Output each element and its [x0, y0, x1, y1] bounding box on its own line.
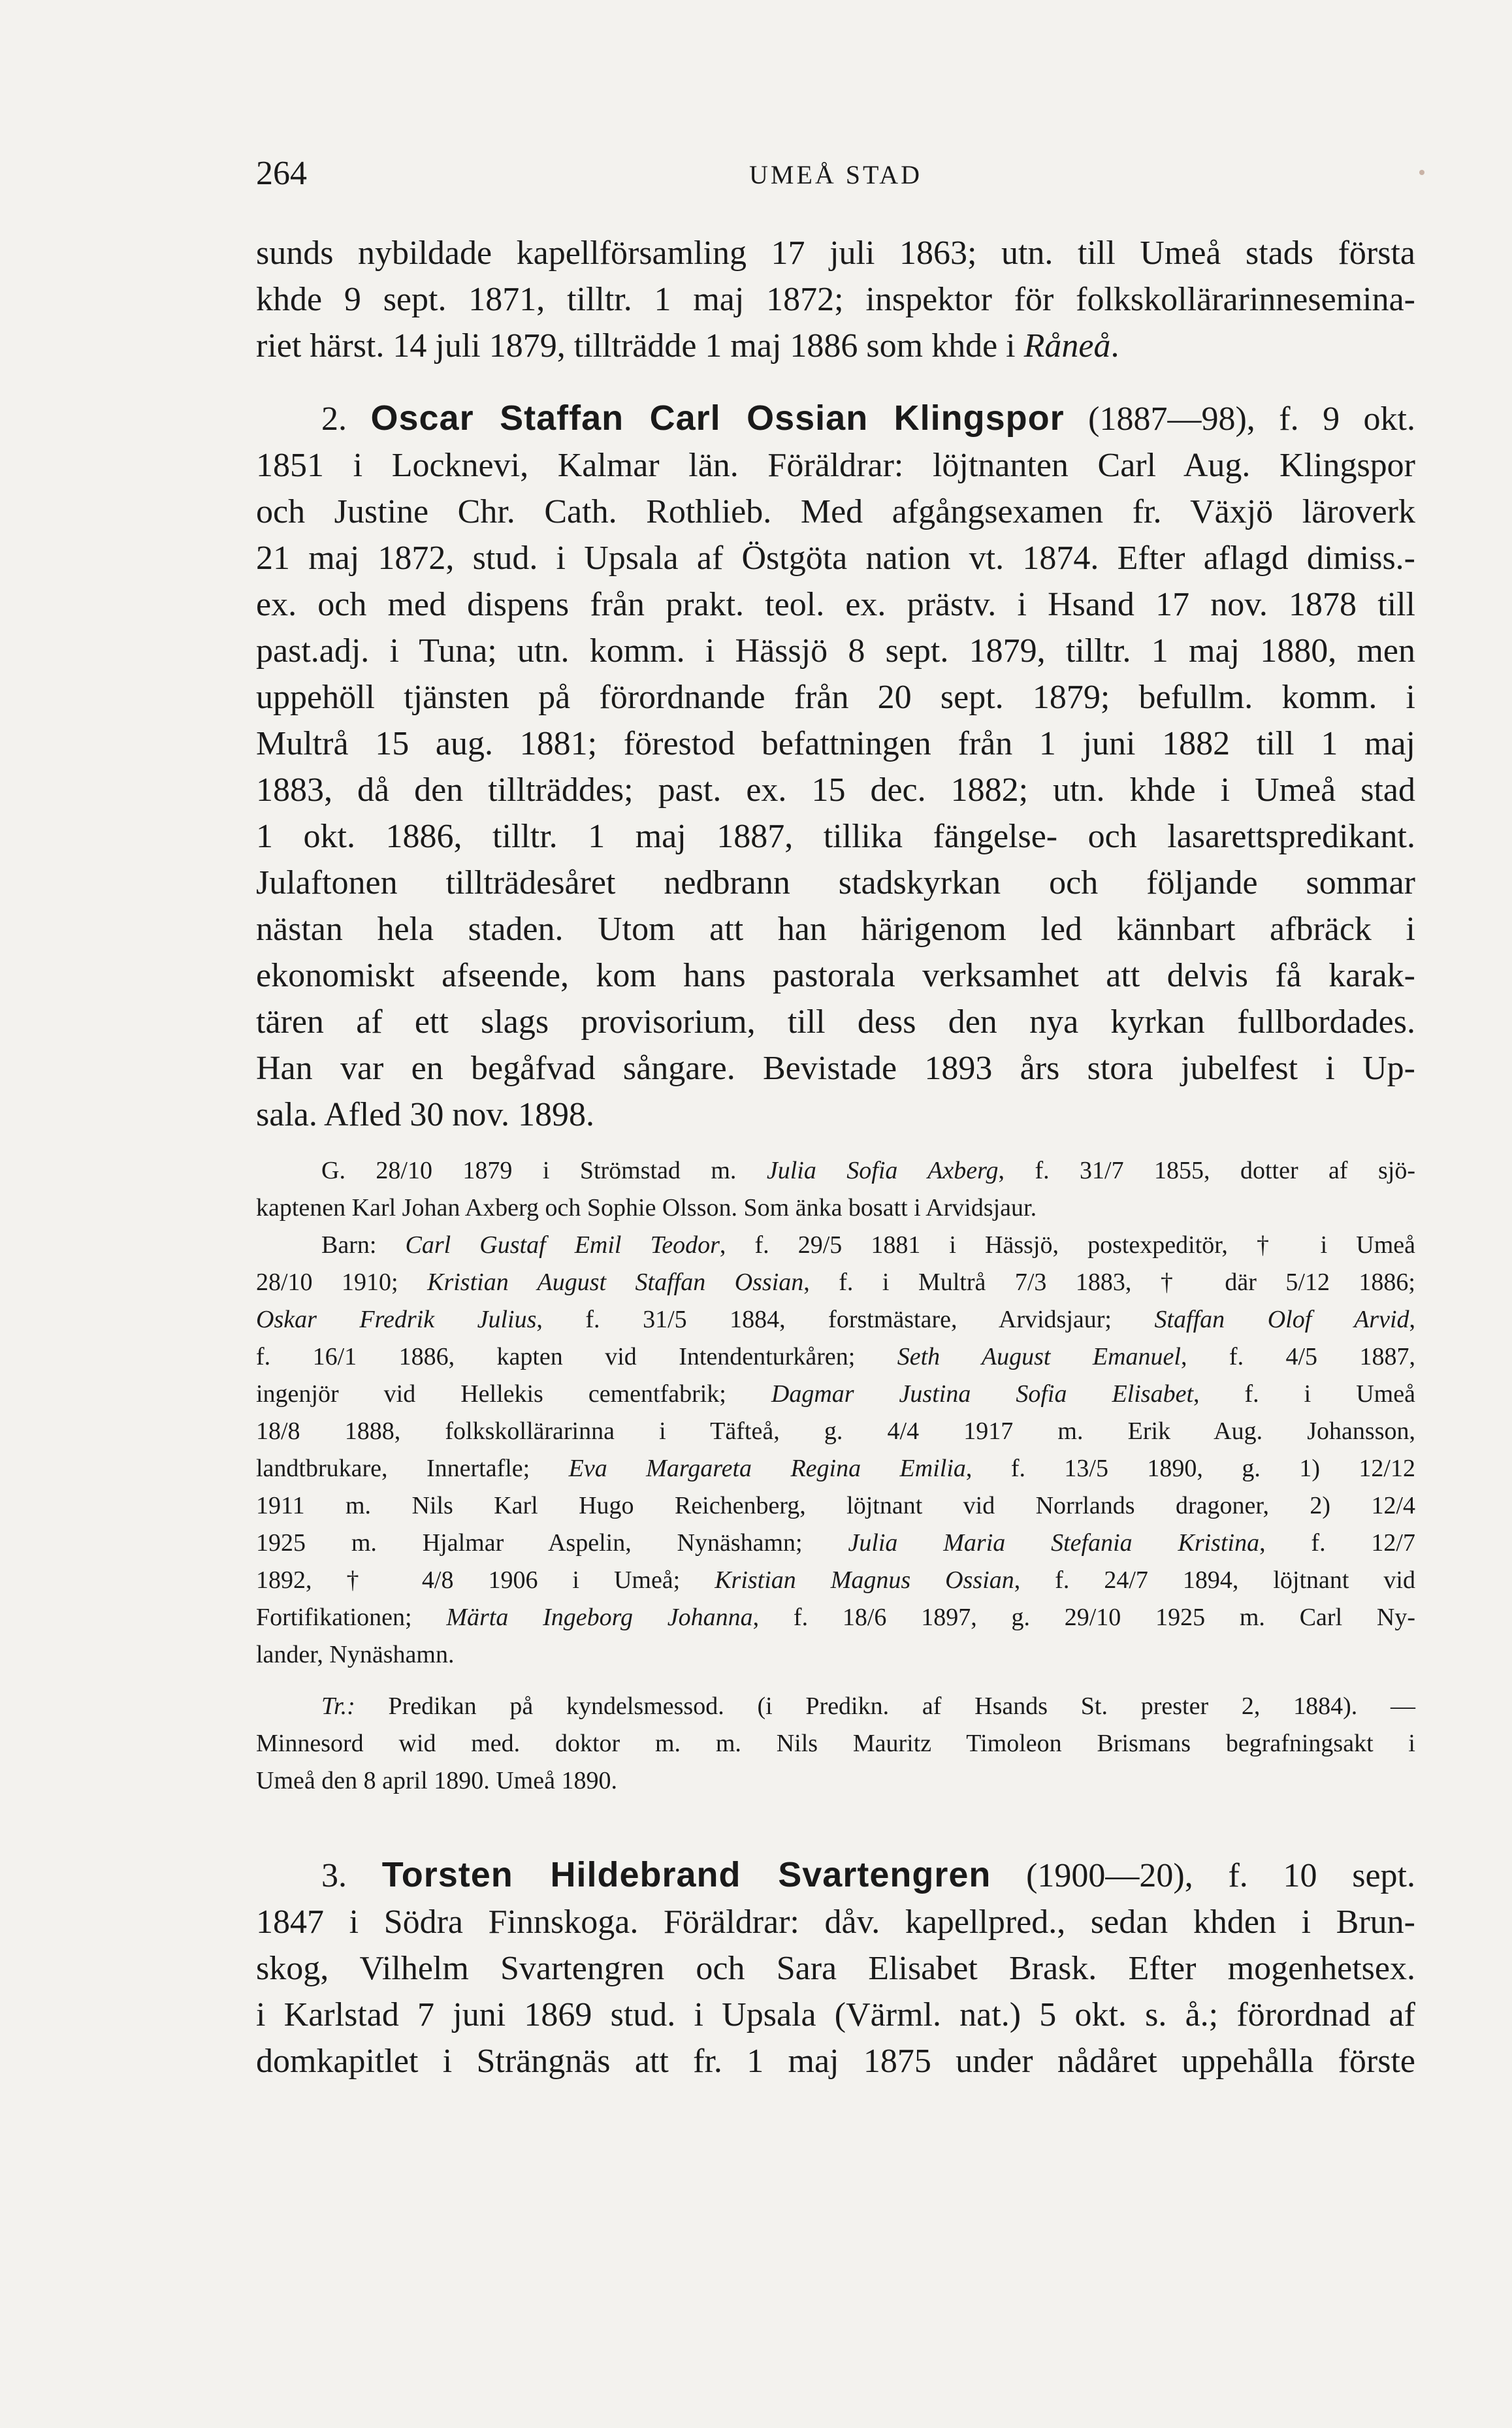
text-span: , f. 29/5 1881 i Hässjö, postexpeditör, † i Umeå — [719, 1231, 1416, 1259]
page-header — [256, 154, 1415, 200]
entry-heading-line — [256, 1852, 1415, 1899]
text-line: ekonomiskt afseende, kom hans pastorala verksamhet att delvis få karak- — [256, 957, 1415, 994]
works-line — [256, 1688, 1415, 1725]
children-line: 1911 m. Nils Karl Hugo Reichenberg, löjtnant vid Norrlands dragoner, 2) 12/4 — [256, 1492, 1415, 1519]
speck-mark — [1419, 170, 1424, 175]
children-line: Oskar Fredrik Julius, f. 31/5 1884, forstmästare, Arvidsjaur; Staffan Olof Arvid, — [256, 1306, 1416, 1333]
text-span: Barn: — [321, 1231, 406, 1259]
text-line: Multrå 15 aug. 1881; förestod befattningen från 1 juni 1882 till 1 maj — [256, 725, 1415, 762]
text-span: Fortifikationen; — [256, 1604, 447, 1631]
person-name: Märta Ingeborg Johanna — [446, 1604, 753, 1631]
person-name: Kristian Magnus Ossian — [715, 1566, 1014, 1594]
text-span: (1900—20), f. 10 sept. — [1026, 1857, 1416, 1894]
text-line: domkapitlet i Strängnäs att fr. 1 maj 1875 under nådåret uppehålla förste — [256, 2043, 1415, 2080]
entry-3 — [256, 1852, 1415, 2084]
text-line: 1847 i Södra Finnskoga. Föräldrar: dåv. kapellpred., sedan khden i Brun- — [256, 1903, 1415, 1941]
text-line: Han var en begåfvad sångare. Bevistade 1893 års stora jubelfest i Up- — [256, 1050, 1415, 1087]
text-line: skog, Vilhelm Svartengren och Sara Elisabet Brask. Efter mogenhetsex. — [256, 1950, 1415, 1987]
text-span: Predikan på kyndelsmessod. (i Predikn. af Hsands St. prester 2, 1884). — — [355, 1692, 1415, 1720]
text-span: , f. 31/5 1884, forstmästare, Arvidsjaur; — [536, 1306, 1155, 1333]
children-line: 18/8 1888, folkskollärarinna i Täfteå, g. 4/4 1917 m. Erik Aug. Johansson, — [256, 1417, 1415, 1445]
marriage-line: kaptenen Karl Johan Axberg och Sophie Olsson. Som änka bosatt i Arvidsjaur. — [256, 1194, 1037, 1222]
person-name: Dagmar Justina Sofia Elisabet — [771, 1380, 1193, 1408]
person-name: Kristian August Staffan Ossian — [427, 1269, 804, 1296]
works-line: Umeå den 8 april 1890. Umeå 1890. — [256, 1767, 617, 1794]
person-name: Staffan Olof Arvid — [1154, 1306, 1409, 1333]
children-line — [256, 1525, 1415, 1562]
text-span: ingenjör vid Hellekis cementfabrik; — [256, 1380, 771, 1408]
text-span: 28/10 1910; — [256, 1269, 428, 1296]
person-name: Torsten Hildebrand Svartengren — [381, 1855, 991, 1894]
text-line: i Karlstad 7 juni 1869 stud. i Upsala (Värml. nat.) 5 okt. s. å.; förordnad af — [256, 1996, 1415, 2033]
children-line — [256, 1338, 1415, 1376]
children-line — [256, 1599, 1415, 1636]
text-span: landtbrukare, Innertafle; — [256, 1455, 569, 1482]
text-span: , f. 18/6 1897, g. 29/10 1925 m. Carl Ny- — [752, 1604, 1415, 1631]
family-notes — [256, 1152, 1415, 1800]
children-line — [256, 1376, 1415, 1413]
works-label: Tr.: — [321, 1692, 355, 1720]
children-line: lander, Nynäshamn. — [256, 1641, 455, 1668]
person-name: Carl Gustaf Emil Teodor — [405, 1231, 720, 1259]
entry-2 — [256, 395, 1415, 1138]
text-span: , f. 13/5 1890, g. 1) 12/12 — [965, 1455, 1415, 1482]
page-content — [256, 230, 1415, 2084]
children-line — [256, 1227, 1415, 1264]
text-line: nästan hela staden. Utom att han härigenom led kännbart afbräck i — [256, 911, 1415, 948]
text-line: 1 okt. 1886, tilltr. 1 maj 1887, tillika fängelse- och lasarettspredikant. — [256, 818, 1415, 855]
running-head: UMEÅ STAD — [748, 160, 923, 189]
text-line: 1883, då den tillträddes; past. ex. 15 dec. 1882; utn. khde i Umeå stad — [256, 771, 1415, 809]
text-line: 21 maj 1872, stud. i Upsala af Östgöta nation vt. 1874. Efter aflagd dimiss.- — [256, 540, 1415, 577]
text-line: och Justine Chr. Cath. Rothlieb. Med afgångsexamen fr. Växjö läroverk — [256, 493, 1415, 530]
entry-1 — [256, 230, 1415, 369]
text-line: sunds nybildade kapellförsamling 17 juli 1863; utn. till Umeå stads första — [256, 235, 1415, 272]
place-name: Råneå — [1023, 327, 1111, 364]
text-span: , f. 31/7 1855, dotter af sjö- — [998, 1157, 1416, 1184]
text-line: ex. och med dispens från prakt. teol. ex. prästv. i Hsand 17 nov. 1878 till — [256, 586, 1415, 623]
text-span: , f. 24/7 1894, löjtnant vid — [1014, 1566, 1415, 1594]
text-line: Julaftonen tillträdesåret nedbrann stadskyrkan och följande sommar — [256, 864, 1415, 901]
text-span: 1892, † 4/8 1906 i Umeå; — [256, 1566, 715, 1594]
person-name: Oskar Fredrik Julius — [256, 1306, 537, 1333]
text-line: tären af ett slags provisorium, till dess den nya kyrkan fullbordades. — [256, 1003, 1415, 1041]
entry-number: 2. — [321, 400, 347, 438]
marriage-line — [256, 1152, 1415, 1190]
text-line: uppehöll tjänsten på förordnande från 20 sept. 1879; befullm. komm. i — [256, 679, 1415, 716]
text-span: (1887—98), f. 9 okt. — [1088, 400, 1415, 438]
text-span: , f. i Umeå — [1193, 1380, 1415, 1408]
person-name: Seth August Emanuel — [897, 1343, 1181, 1370]
children-line — [256, 1450, 1415, 1487]
text-span: , f. i Multrå 7/3 1883, † där 5/12 1886; — [803, 1269, 1415, 1296]
text-line: past.adj. i Tuna; utn. komm. i Hässjö 8 sept. 1879, tilltr. 1 maj 1880, men — [256, 632, 1415, 670]
person-name: Julia Maria Stefania Kristina — [848, 1529, 1260, 1557]
text-span: , f. 12/7 — [1259, 1529, 1415, 1557]
text-span: 1925 m. Hjalmar Aspelin, Nynäshamn; — [256, 1529, 848, 1557]
text-span: . — [1110, 327, 1119, 364]
text-line — [256, 323, 1415, 369]
page-number: 264 — [256, 155, 307, 192]
text-span: riet härst. 14 juli 1879, tillträdde 1 maj 1886 som khde i — [256, 327, 1024, 364]
text-span: G. 28/10 1879 i Strömstad m. — [321, 1157, 767, 1184]
children-line — [256, 1562, 1415, 1599]
works-line: Minnesord wid med. doktor m. m. Nils Mauritz Timoleon Brismans begrafningsakt i — [256, 1730, 1415, 1757]
text-line: 1851 i Locknevi, Kalmar län. Föräldrar: löjtnanten Carl Aug. Klingspor — [256, 447, 1415, 484]
person-name: Julia Sofia Axberg — [766, 1157, 999, 1184]
text-line: khde 9 sept. 1871, tilltr. 1 maj 1872; inspektor för folkskollärarinnesemina- — [256, 281, 1415, 318]
entry-number: 3. — [321, 1857, 347, 1894]
person-name: Eva Margareta Regina Emilia — [568, 1455, 966, 1482]
text-span: f. 16/1 1886, kapten vid Intendenturkåren; — [256, 1343, 897, 1370]
entry-heading-line — [256, 395, 1415, 442]
children-line — [256, 1264, 1415, 1301]
person-name: Oscar Staffan Carl Ossian Klingspor — [370, 398, 1065, 438]
text-line: sala. Afled 30 nov. 1898. — [256, 1096, 594, 1133]
text-span: , f. 4/5 1887, — [1180, 1343, 1415, 1370]
